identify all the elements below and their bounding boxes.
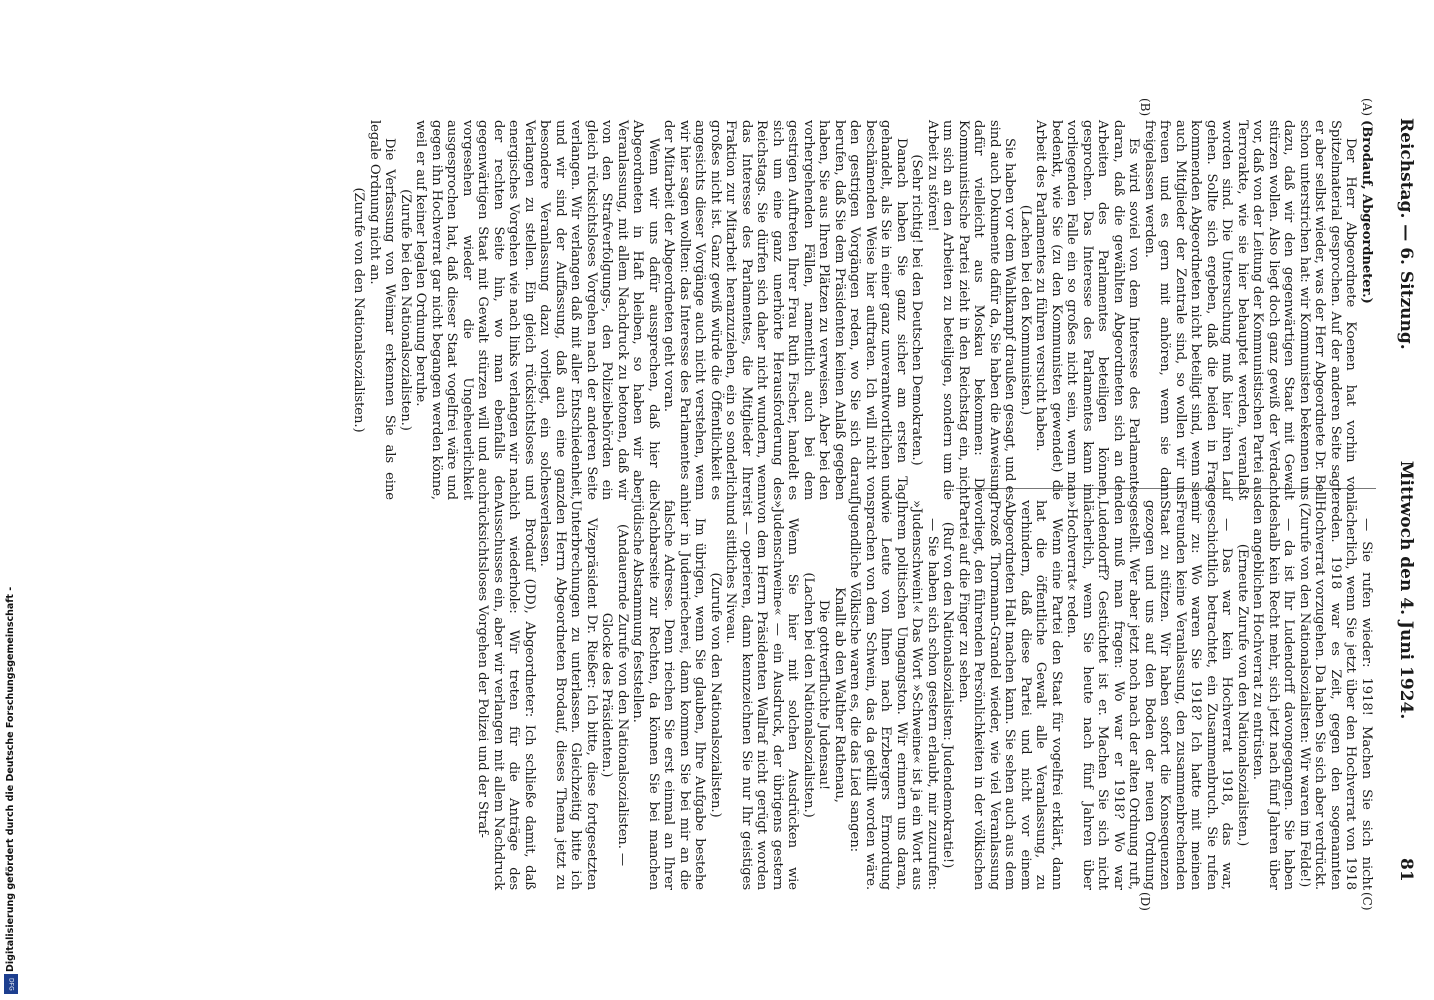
paragraph: Wenn wir uns dafür aussprechen, daß hier die Abgeordneten in Haft bleiben, so haben wir aber Veranlassung, mit allem Nachdruck zu betonen, daß wir von den Strafverfolgungs-, den Polizeibehörden ein gleich rücksichtsloses Vorgehen nach der anderen Seite verlangen. Wir verlangen daß mit aller Entschiedenheit, und wir sind der Auffassung, daß auch eine ganz besondere Veranlassung dazu vorliegt, ein solches Verlangen zu stellen. Ein gleich rücksichtsloses und energisches Vorgehen wie nach links verlangen wir nach der rechten Seite hin, wo man ebenfalls den gegenwärtigen Staat mit Gewalt stürzen will und auch vorgesehen wieder die Ungeheuerlichkeit ausgesprochen hat, daß dieser Staat vogelfrei wäre und gegen ihn Hochverrat gar nicht begangen werden könne, weil er auf keiner legalen Ordnung beruhe.	[413, 120, 661, 500]
paragraph: — da ist Ihr Ludendorff davongegangen. Sie haben deshalb kein Recht mehr, sich jetzt nach fünf Jahren über den angeblichen Hochverrat zu entrüsten.	[1250, 500, 1297, 890]
paragraph: Sie haben vor dem Wahlkampf draußen gesagt, und es sind auch Dokumente dafür da, Sie haben die Anweisung dafür vielleicht aus Moskau bekommen: Die Kommunistische Partei zieht in den Reichstag ein, nicht um sich an den Arbeiten zu beteiligen, sondern um die Arbeit zu stören!	[925, 120, 1018, 500]
interjection: (Zurufe von den Nationalsozialisten: Wir waren im Felde!)	[1297, 502, 1312, 888]
paragraph: Danach haben Sie ganz sicher am ersten Tag gehandelt, als Sie in einer ganz unverantwortlichen und beschämenden Weise hier auftraten. Ich will nicht von den gestrigen Vorgängen reden, wo Sie sich darauf berufen, daß Sie dem Präsidenten keinen Anlaß gegeben haben, Sie aus Ihren Plätzen zu verweisen. Aber bei den vorhergehenden Fällen, namentlich auch bei dem gestrigen Auftreten Ihrer Frau Ruth Fischer, handelt es sich um eine ganz unerhörte Herausforderung des Reichstags. Sie dürfen sich daher nicht wundern, wenn das Interesse des Parlamentes, die Mitglieder Ihrer Fraktion zur Mitarbeit heranzuziehen, ein so sonderlich großes nicht ist. Ganz gewiß würde die Öffentlichkeit es angesichts dieser Vorgänge auch nicht verstehen, wenn wir hier sagen wollten: das Interesse des Parlamentes an der Mitarbeit der Abgeordneten geht voran.	[661, 120, 909, 500]
margin-mark-d: (D)	[1138, 892, 1152, 911]
paragraph: — Sie haben sich schon gestern erlaubt, mir zuzurufen: »Judenschwein!« Das Wort »Schweine« ist ja ein Wort aus Ihrem politischen Umgangston. Wir erinnern uns daran, wie Leute von Ihnen nach Erzbergers Ermordung sprachen von dem Schwein, das da gekillt worden wäre. Jugendliche Völkische waren es, die das Lied sangen:	[847, 500, 940, 890]
dfg-logo: DFG	[4, 974, 18, 994]
paragraph: Wenn Sie hier mit solchen Ausdrücken wie »Judenschweine« — ein Ausdruck, der übrigens gestern von dem Herrn Präsidenten Wallraf nicht gerügt worden ist — operieren, dann kennzeichnen Sie nur Ihr geistiges und sittliches Niveau.	[723, 500, 801, 890]
paragraph: — Sie rufen wieder: 1918! Machen Sie sich nicht lächerlich, wenn Sie jetzt über den Hochverrat von 1918 reden. 1918 war es Zeit, gegen den sogenannten Hochverrat vorzugehen. Da haben Sie sich aber verdrückt.	[1312, 500, 1374, 890]
margin-mark-c: (C)	[1360, 892, 1374, 911]
page-number: 81	[1396, 858, 1416, 882]
paragraph: Brodauf (DD), Abgeordneter: Ich schließe damit, daß ich wiederhole: Wir treten für die Anträge des Ausschusses ein, aber wir verlangen mit allem Nachdruck rücksichtsloses Vorgehen der Polizei und der Straf-	[475, 500, 537, 890]
margin-mark-b: (B)	[1138, 98, 1152, 117]
interjection: (Lachen bei den Kommunisten.)	[1018, 204, 1033, 416]
interjection: (Erneute Zurufe von den Nationalsozialisten.)	[1235, 543, 1250, 847]
header-session: Reichstag. — 6. Sitzung.	[1396, 118, 1416, 350]
quoted-verse: Knallt ab den Walther Rathenau, Die gottverfluchte Judensau!	[816, 587, 847, 803]
paragraph: Die Verfassung von Weimar erkennen Sie als eine legale Ordnung nicht an.	[367, 120, 398, 500]
header-date: Mittwoch den 4. Juni 1924.	[1396, 460, 1416, 720]
interjection: (Andauernde Zurufe von den Nationalsozialisten. — Glocke des Präsidenten.)	[599, 524, 630, 866]
interjection: (Ruf von den Nationalsozialisten: Judendemokratie!)	[940, 521, 956, 869]
interjection: (Lachen bei den Nationalsozialisten.)	[801, 572, 816, 818]
left-column	[351, 120, 1374, 500]
speaker-label: (Brodauf, Abgeordneter.)	[1359, 120, 1374, 304]
footer-text: Digitalisierung gefördert durch die Deutsche Forschungsgemeinschaft -	[5, 586, 16, 972]
interjection: (Zurufe von den Nationalsozialisten.)	[351, 187, 367, 433]
paragraph: — Das war kein Hochverrat 1918, das war, geschichtlich betrachtet, ein Zusammenbruch. Sie rufen mir zu: Wo waren Sie 1918? Ich hatte mit meinen Freunden keine Veranlassung, den zusammenbrechenden Staat zu stützen. Wir haben sofort die Konsequenzen gezogen und uns auf den Boden der neuen Ordnung gestellt. Wer aber jetzt noch nach der alten Ordnung ruft, den muß man fragen: Wo war er 1918? Wo war Ludendorff? Gestüchtet ist er. Machen Sie sich nicht lächerlich, wenn Sie heute nach fünf Jahren über »Hochverrat« reden.	[1064, 500, 1235, 890]
paragraph: Es wird soviel von dem Interesse des Parlamentes daran, daß die gewählten Abgeordneten sich an den Arbeiten des Parlamentes beteiligen können, gesprochen. Das Interesse des Parlamentes kann im vorliegenden Falle ein so großes nicht sein, wenn man bedenkt, wie Sie (zu den Kommunisten gewendet) die Arbeit des Parlamentes zu führen versucht haben.	[1033, 120, 1142, 500]
right-column	[475, 500, 1374, 890]
interjection: (Zurufe bei den Nationalsozialisten.)	[398, 189, 413, 431]
page-header	[1392, 118, 1416, 838]
margin-mark-a: (A)	[1360, 98, 1374, 117]
paragraph: Vizepräsident Dr. Rießer: Ich bitte, diese fortgesetzten Unterbrechungen zu unterlassen. Gleichzeitig bitte ich den Herrn Abgeordneten Brodauf, dieses Thema jetzt zu verlassen.	[537, 500, 599, 890]
paragraph: Im übrigen, wenn Sie glauben, Ihre Aufgabe bestehe hier in Judenriecherei, dann kommen Sie bei mir an die falsche Adresse. Denn riechen Sie erst einmal an Ihrer Nachbarseite zur Rechten, da können Sie bei manchen jüdische Abstammung feststellen.	[630, 500, 708, 890]
digitization-footer	[2, 576, 20, 996]
paragraph: Wenn eine Partei den Staat für vogelfrei erklärt, dann hat die öffentliche Gewalt alle Veranlassung, zu verhindern, daß diese Partei und nicht vor einem Abgeordneten Halt machen kann. Sie sehen auch aus dem Prozeß Thormann-Grandel wieder, wie viel Veranlassung vorliegt, den führenden Persönlichkeiten in der völkischen Partei auf die Finger zu sehen.	[956, 500, 1064, 890]
interjection: (Zurufe von den Nationalsozialisten.)	[708, 572, 723, 818]
paragraph: Der Herr Abgeordnete Koenen hat vorhin von Spitzelmaterial gesprochen. Auf der anderen Seite sagte er aber selbst wieder, was der Herr Abgeordnete Dr. Bell schon unterstrichen hat: wir Kommunisten bekennen uns dazu, daß wir den gegenwärtigen Staat mit Gewalt stürzen wollen. Also liegt doch ganz gewiß der Verdacht vor, daß von der Leitung der Kommunistischen Partei aus Terrorakte, wie sie hier behauptet werden, veranlaßt worden sind. Die Untersuchung muß hier ihren Lauf gehen. Sollte sich ergeben, daß die beiden in Frage kommenden Abgeordneten nicht beteiligt sind, wenn sie auch Mitglieder der Zentrale sind, so wollen wir uns freuen und es gern mit anhören, wenn sie dann freigelassen werden.	[1142, 120, 1359, 500]
interjection: (Sehr richtig! bei den Deutschen Demokraten.)	[909, 154, 925, 466]
